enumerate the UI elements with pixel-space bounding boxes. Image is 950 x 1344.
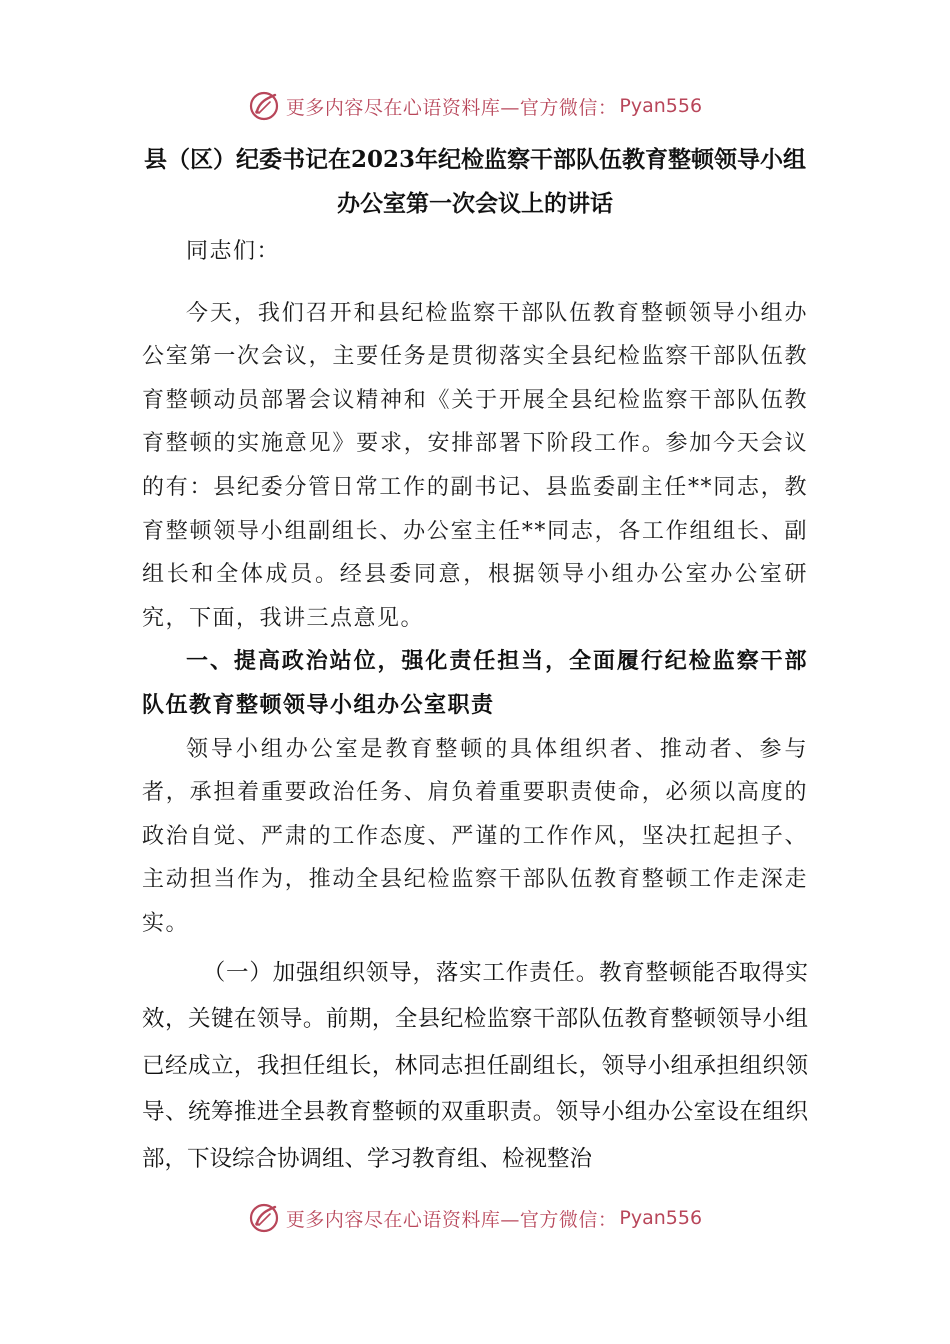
paragraph-3: （一）加强组织领导，落实工作责任。教育整顿能否取得实效，关键在领导。前期，全县纪检监察干部队伍教育整顿领导小组已经成立，我担任组长，林同志担任副组长，领导小组承担组织领导、统筹推进全县教育整顿的双重职责。领导小组办公室设在组织部，下设综合协调组、学习教育组、检视整治 <box>142 959 808 1172</box>
watermark-banner-bottom <box>0 1198 950 1238</box>
section-heading-1: 一、提高政治站位，强化责任担当，全面履行纪检监察干部队伍教育整顿领导小组办公室职责 <box>142 648 808 718</box>
watermark-logo-icon <box>248 89 282 123</box>
document-title: 县（区）纪委书记在2023年纪检监察干部队伍教育整顿领导小组办公室第一次会议上的讲话 <box>143 146 806 217</box>
watermark-banner-top <box>0 86 950 126</box>
watermark-text: 更多内容尽在心语资料库—官方微信： <box>285 1208 618 1231</box>
watermark-logo-icon <box>248 1201 282 1235</box>
watermark-text: 更多内容尽在心语资料库—官方微信： <box>285 96 618 119</box>
document-body <box>142 230 808 1182</box>
watermark-wechat-id: Pyan556 <box>619 1207 703 1229</box>
paragraph-1: 今天，我们召开和县纪检监察干部队伍教育整顿领导小组办公室第一次会议，主要任务是贯彻落实全县纪检监察干部队伍教育整顿动员部署会议精神和《关于开展全县纪检监察干部队伍教育整顿的实施意见》要求，安排部署下阶段工作。参加今天会议的有：县纪委分管日常工作的副书记、县监委副主任**同志，教育整顿领导小组副组长、办公室主任**同志，各工作组组长、副组长和全体成员。经县委同意，根据领导小组办公室办公室研究，下面，我讲三点意见。 <box>142 300 808 631</box>
salutation: 同志们： <box>186 239 281 264</box>
paragraph-2: 领导小组办公室是教育整顿的具体组织者、推动者、参与者，承担着重要政治任务、肩负着重要职责使命，必须以高度的政治自觉、严肃的工作态度、严谨的工作作风，坚决扛起担子、主动担当作为，推动全县纪检监察干部队伍教育整顿工作走深走实。 <box>142 736 808 936</box>
watermark-wechat-id: Pyan556 <box>619 95 703 117</box>
